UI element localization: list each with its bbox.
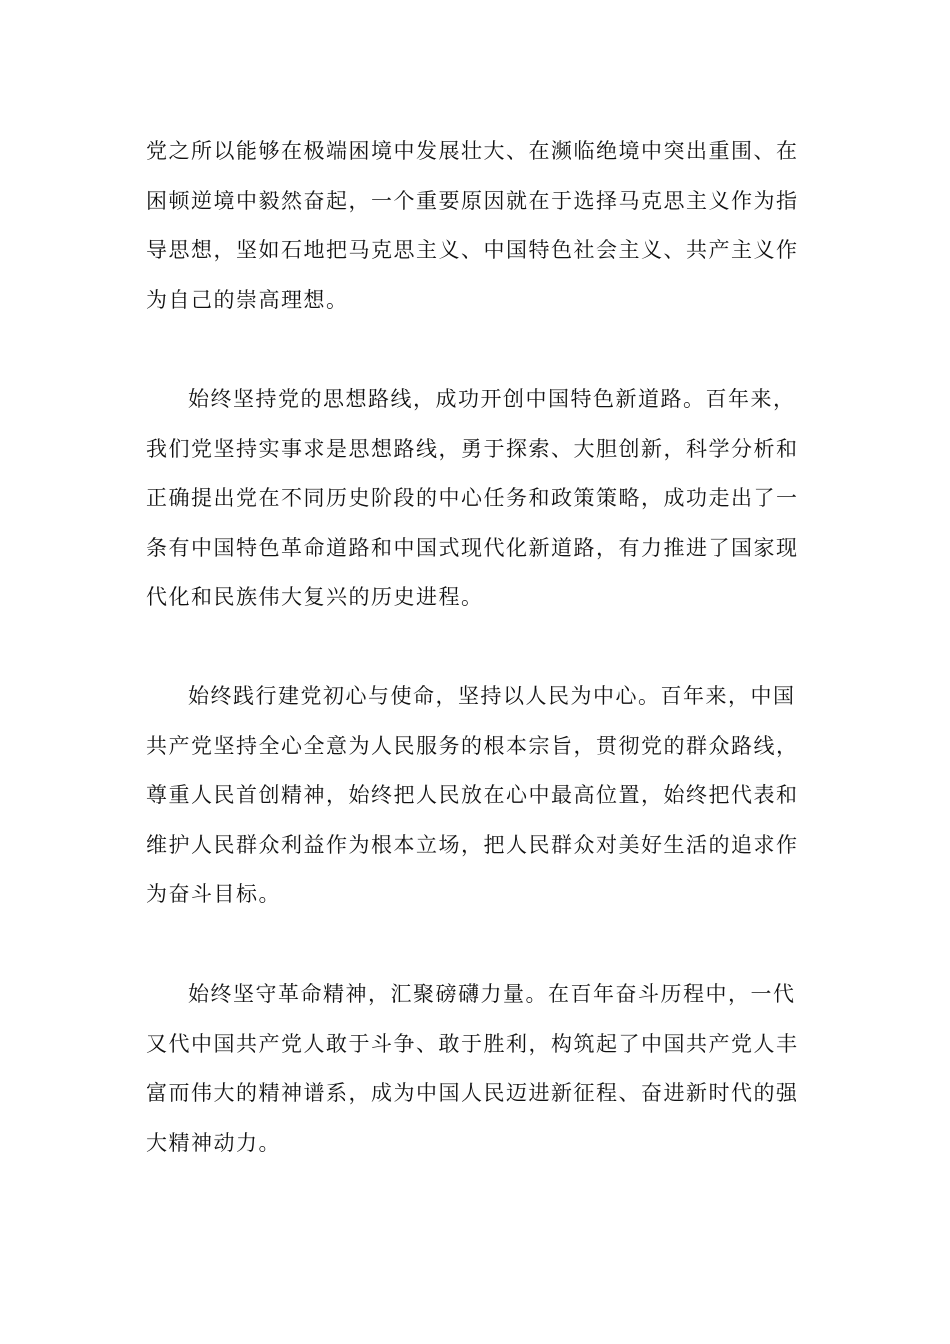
- paragraph-line: 始终坚守革命精神，汇聚磅礴力量。在百年奋斗历程中，一代: [188, 982, 796, 1006]
- paragraph-line: 我们党坚持实事求是思想路线，勇于探索、大胆创新，科学分析和: [146, 436, 799, 461]
- paragraph-4: [146, 970, 806, 1168]
- paragraph-line: 正确提出党在不同历史阶段的中心任务和政策策略，成功走出了一: [146, 486, 799, 510]
- paragraph-line: 导思想，坚如石地把马克思主义、中国特色社会主义、共产主义作: [146, 238, 799, 262]
- paragraph-line: 条有中国特色革命道路和中国式现代化新道路，有力推进了国家现: [146, 535, 799, 560]
- paragraph-line: 共产党坚持全心全意为人民服务的根本宗旨，贯彻党的群众路线，: [146, 733, 799, 758]
- paragraph-line: 为自己的崇高理想。: [146, 287, 349, 312]
- paragraph-1: [146, 127, 806, 325]
- paragraph-line: 始终坚持党的思想路线，成功开创中国特色新道路。百年来，: [188, 387, 796, 411]
- paragraph-line: 大精神动力。: [146, 1130, 281, 1155]
- paragraph-line: 尊重人民首创精神，始终把人民放在心中最高位置，始终把代表和: [146, 783, 799, 807]
- paragraph-line: 又代中国共产党人敢于斗争、敢于胜利，构筑起了中国共产党人丰: [146, 1031, 799, 1056]
- paragraph-line: 为奋斗目标。: [146, 882, 281, 906]
- paragraph-3: [146, 672, 806, 920]
- paragraph-line: 困顿逆境中毅然奋起，一个重要原因就在于选择马克思主义作为指: [146, 188, 799, 213]
- paragraph-line: 始终践行建党初心与使命，坚持以人民为中心。百年来，中国: [188, 684, 796, 708]
- paragraph-2: [146, 375, 806, 623]
- paragraph-line: 维护人民群众利益作为根本立场，把人民群众对美好生活的追求作: [146, 832, 799, 857]
- paragraph-line: 富而伟大的精神谱系，成为中国人民迈进新征程、奋进新时代的强: [146, 1081, 799, 1105]
- paragraph-line: 代化和民族伟大复兴的历史进程。: [146, 585, 484, 609]
- paragraph-line: 党之所以能够在极端困境中发展壮大、在濒临绝境中突出重围、在: [146, 139, 799, 163]
